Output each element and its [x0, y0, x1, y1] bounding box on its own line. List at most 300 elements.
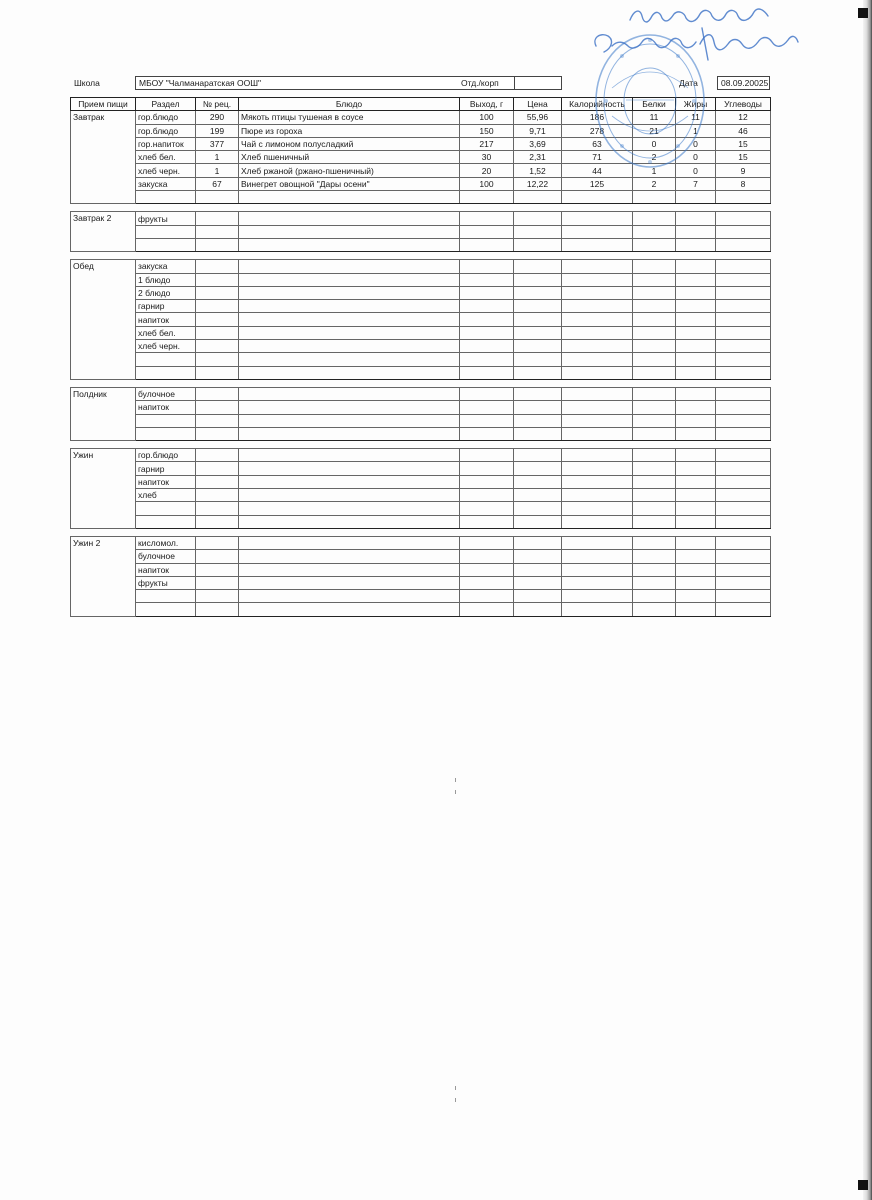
- cell-section: [136, 366, 196, 379]
- cell-section: [136, 225, 196, 238]
- cell-fat: [676, 300, 716, 313]
- cell-calories: [562, 550, 633, 563]
- cell-price: [514, 313, 562, 326]
- cell-weight: [460, 536, 514, 549]
- cell-protein: [633, 313, 676, 326]
- cell-weight: [460, 550, 514, 563]
- col-recipe: № рец.: [196, 98, 239, 111]
- cell-price: 1,52: [514, 164, 562, 177]
- cell-dish: [239, 340, 460, 353]
- cell-price: [514, 401, 562, 414]
- cell-carbs: [716, 366, 771, 379]
- cell-section: булочное: [136, 550, 196, 563]
- cell-section: 1 блюдо: [136, 273, 196, 286]
- cell-section: [136, 427, 196, 440]
- cell-fat: [676, 502, 716, 515]
- cell-protein: [633, 515, 676, 528]
- meal-name: Обед: [71, 260, 136, 380]
- cell-dish: [239, 515, 460, 528]
- cell-price: [514, 340, 562, 353]
- cell-carbs: [716, 286, 771, 299]
- cell-carbs: [716, 401, 771, 414]
- col-fat: Жиры: [676, 98, 716, 111]
- cell-dish: [239, 260, 460, 273]
- cell-section: гарнир: [136, 300, 196, 313]
- table-row: [71, 260, 771, 273]
- section-spacer: [71, 441, 771, 449]
- cell-fat: [676, 536, 716, 549]
- cell-carbs: [716, 414, 771, 427]
- menu-body: [71, 111, 771, 616]
- cell-calories: [562, 427, 633, 440]
- dept-field: [514, 76, 562, 90]
- cell-calories: 63: [562, 137, 633, 150]
- cell-dish: [239, 353, 460, 366]
- date-label: Дата: [679, 78, 698, 88]
- cell-fat: [676, 387, 716, 400]
- cell-price: [514, 590, 562, 603]
- cell-carbs: [716, 387, 771, 400]
- table-row: [71, 137, 771, 150]
- section-spacer: [71, 204, 771, 212]
- cell-calories: [562, 387, 633, 400]
- table-row: [71, 550, 771, 563]
- cell-fat: 0: [676, 137, 716, 150]
- cell-price: [514, 225, 562, 238]
- cell-price: [514, 286, 562, 299]
- cell-dish: [239, 427, 460, 440]
- cell-fat: [676, 414, 716, 427]
- cell-recipe: [196, 225, 239, 238]
- table-row: [71, 576, 771, 589]
- cell-price: [514, 462, 562, 475]
- cell-weight: [460, 427, 514, 440]
- cell-price: [514, 191, 562, 204]
- cell-section: хлеб: [136, 489, 196, 502]
- cell-calories: [562, 449, 633, 462]
- table-row: [71, 151, 771, 164]
- cell-protein: 0: [633, 137, 676, 150]
- cell-calories: [562, 515, 633, 528]
- cell-fat: [676, 326, 716, 339]
- cell-fat: [676, 550, 716, 563]
- cell-weight: [460, 326, 514, 339]
- cell-protein: [633, 225, 676, 238]
- table-row: [71, 563, 771, 576]
- cell-weight: [460, 340, 514, 353]
- cell-section: напиток: [136, 563, 196, 576]
- table-row: [71, 462, 771, 475]
- cell-carbs: [716, 515, 771, 528]
- cell-price: [514, 273, 562, 286]
- cell-protein: 11: [633, 111, 676, 124]
- cell-calories: [562, 353, 633, 366]
- cell-calories: [562, 300, 633, 313]
- cell-price: [514, 212, 562, 225]
- school-name-field: МБОУ "Чалманаратская ООШ": [135, 76, 525, 90]
- cell-price: [514, 576, 562, 589]
- cell-section: булочное: [136, 387, 196, 400]
- cell-carbs: [716, 212, 771, 225]
- cell-weight: [460, 212, 514, 225]
- cell-recipe: 67: [196, 177, 239, 190]
- cell-carbs: [716, 260, 771, 273]
- cell-weight: [460, 366, 514, 379]
- cell-calories: [562, 563, 633, 576]
- cell-section: гор.блюдо: [136, 111, 196, 124]
- cell-protein: [633, 300, 676, 313]
- cell-calories: [562, 212, 633, 225]
- cell-dish: Винегрет овощной "Дары осени": [239, 177, 460, 190]
- cell-calories: [562, 340, 633, 353]
- cell-recipe: [196, 286, 239, 299]
- cell-price: [514, 536, 562, 549]
- cell-weight: [460, 300, 514, 313]
- cell-section: гарнир: [136, 462, 196, 475]
- cell-dish: [239, 313, 460, 326]
- table-row: [71, 427, 771, 440]
- cell-dish: [239, 191, 460, 204]
- cell-section: [136, 353, 196, 366]
- col-carbs: Углеводы: [716, 98, 771, 111]
- cell-dish: Чай с лимоном полусладкий: [239, 137, 460, 150]
- cell-price: [514, 550, 562, 563]
- cell-calories: [562, 286, 633, 299]
- cell-price: [514, 414, 562, 427]
- cell-price: [514, 353, 562, 366]
- cell-recipe: [196, 313, 239, 326]
- cell-carbs: [716, 191, 771, 204]
- cell-price: [514, 475, 562, 488]
- cell-carbs: [716, 326, 771, 339]
- cell-protein: [633, 212, 676, 225]
- cell-fat: [676, 225, 716, 238]
- cell-recipe: 290: [196, 111, 239, 124]
- cell-carbs: 15: [716, 151, 771, 164]
- table-row: [71, 387, 771, 400]
- cell-protein: [633, 502, 676, 515]
- table-row: [71, 603, 771, 616]
- cell-price: 12,22: [514, 177, 562, 190]
- col-section: Раздел: [136, 98, 196, 111]
- cell-carbs: 12: [716, 111, 771, 124]
- menu-table: [70, 97, 771, 617]
- school-label: Школа: [74, 78, 100, 88]
- cell-fat: [676, 313, 716, 326]
- cell-protein: [633, 603, 676, 616]
- cell-weight: [460, 387, 514, 400]
- cell-recipe: [196, 273, 239, 286]
- cell-carbs: [716, 225, 771, 238]
- section-spacer: [71, 379, 771, 387]
- cell-price: [514, 260, 562, 273]
- cell-protein: [633, 238, 676, 251]
- cell-calories: 71: [562, 151, 633, 164]
- cell-recipe: [196, 475, 239, 488]
- cell-calories: [562, 238, 633, 251]
- cell-calories: [562, 225, 633, 238]
- cell-protein: [633, 191, 676, 204]
- cell-weight: [460, 449, 514, 462]
- cell-carbs: [716, 475, 771, 488]
- cell-dish: [239, 590, 460, 603]
- cell-recipe: [196, 260, 239, 273]
- table-row: [71, 164, 771, 177]
- cell-section: хлеб бел.: [136, 326, 196, 339]
- cell-price: 9,71: [514, 124, 562, 137]
- cell-dish: [239, 401, 460, 414]
- table-row: [71, 300, 771, 313]
- cell-fat: [676, 603, 716, 616]
- cell-dish: [239, 489, 460, 502]
- col-meal: Прием пищи: [71, 98, 136, 111]
- cell-protein: [633, 462, 676, 475]
- cell-recipe: [196, 536, 239, 549]
- cell-calories: [562, 414, 633, 427]
- cell-dish: [239, 502, 460, 515]
- cell-section: закуска: [136, 260, 196, 273]
- table-row: [71, 489, 771, 502]
- cell-carbs: [716, 563, 771, 576]
- cell-price: 55,96: [514, 111, 562, 124]
- cell-price: [514, 326, 562, 339]
- cell-fat: [676, 462, 716, 475]
- cell-section: [136, 502, 196, 515]
- cell-price: 3,69: [514, 137, 562, 150]
- cell-protein: [633, 550, 676, 563]
- cell-weight: 150: [460, 124, 514, 137]
- cell-price: [514, 449, 562, 462]
- col-weight: Выход, г: [460, 98, 514, 111]
- cell-recipe: [196, 427, 239, 440]
- cell-price: [514, 502, 562, 515]
- cell-recipe: [196, 502, 239, 515]
- cell-dish: [239, 475, 460, 488]
- cell-carbs: 46: [716, 124, 771, 137]
- cell-protein: 1: [633, 164, 676, 177]
- cell-carbs: [716, 340, 771, 353]
- cell-weight: [460, 576, 514, 589]
- cell-protein: [633, 326, 676, 339]
- cell-weight: 100: [460, 177, 514, 190]
- cell-recipe: [196, 366, 239, 379]
- cell-fat: [676, 427, 716, 440]
- table-row: [71, 515, 771, 528]
- table-row: [71, 366, 771, 379]
- spacer-cell: [71, 204, 771, 212]
- cell-carbs: 9: [716, 164, 771, 177]
- cell-protein: [633, 414, 676, 427]
- cell-protein: [633, 387, 676, 400]
- cell-protein: [633, 286, 676, 299]
- table-row: [71, 124, 771, 137]
- cell-carbs: [716, 536, 771, 549]
- cell-price: [514, 300, 562, 313]
- cell-weight: [460, 286, 514, 299]
- scan-speck: [455, 1086, 456, 1090]
- cell-recipe: 199: [196, 124, 239, 137]
- cell-protein: [633, 576, 676, 589]
- cell-protein: [633, 536, 676, 549]
- cell-carbs: [716, 427, 771, 440]
- cell-carbs: [716, 353, 771, 366]
- spacer-cell: [71, 379, 771, 387]
- cell-recipe: [196, 563, 239, 576]
- cell-dish: Хлеб ржаной (ржано-пшеничный): [239, 164, 460, 177]
- meal-name: Полдник: [71, 387, 136, 440]
- cell-protein: [633, 563, 676, 576]
- cell-calories: [562, 536, 633, 549]
- cell-fat: [676, 191, 716, 204]
- scan-mark-bottom: [858, 1180, 868, 1190]
- cell-dish: Мякоть птицы тушеная в соусе: [239, 111, 460, 124]
- cell-carbs: [716, 462, 771, 475]
- cell-calories: [562, 326, 633, 339]
- cell-recipe: [196, 576, 239, 589]
- cell-recipe: [196, 489, 239, 502]
- cell-calories: [562, 273, 633, 286]
- cell-weight: [460, 313, 514, 326]
- cell-dish: [239, 563, 460, 576]
- cell-recipe: [196, 340, 239, 353]
- table-row: [71, 449, 771, 462]
- cell-fat: 11: [676, 111, 716, 124]
- cell-dish: [239, 326, 460, 339]
- cell-recipe: [196, 462, 239, 475]
- cell-carbs: [716, 238, 771, 251]
- cell-recipe: [196, 238, 239, 251]
- header-row: [70, 76, 770, 92]
- cell-fat: 0: [676, 164, 716, 177]
- cell-fat: [676, 238, 716, 251]
- table-row: [71, 353, 771, 366]
- cell-price: 2,31: [514, 151, 562, 164]
- table-row: [71, 475, 771, 488]
- table-row: [71, 590, 771, 603]
- cell-protein: [633, 489, 676, 502]
- scan-edge: [863, 0, 872, 1200]
- cell-fat: [676, 260, 716, 273]
- cell-dish: Хлеб пшеничный: [239, 151, 460, 164]
- cell-calories: [562, 191, 633, 204]
- col-dish: Блюдо: [239, 98, 460, 111]
- cell-calories: [562, 502, 633, 515]
- cell-carbs: [716, 313, 771, 326]
- cell-weight: [460, 353, 514, 366]
- cell-carbs: [716, 603, 771, 616]
- cell-price: [514, 515, 562, 528]
- cell-section: кисломол.: [136, 536, 196, 549]
- cell-fat: 0: [676, 151, 716, 164]
- cell-price: [514, 238, 562, 251]
- cell-recipe: 377: [196, 137, 239, 150]
- cell-recipe: [196, 191, 239, 204]
- cell-calories: 186: [562, 111, 633, 124]
- table-row: [71, 326, 771, 339]
- cell-protein: [633, 273, 676, 286]
- cell-fat: [676, 286, 716, 299]
- cell-recipe: [196, 212, 239, 225]
- cell-calories: [562, 576, 633, 589]
- meal-name: Завтрак 2: [71, 212, 136, 252]
- cell-section: [136, 238, 196, 251]
- cell-price: [514, 387, 562, 400]
- cell-weight: 30: [460, 151, 514, 164]
- cell-section: [136, 515, 196, 528]
- cell-dish: [239, 387, 460, 400]
- cell-protein: [633, 427, 676, 440]
- cell-section: [136, 590, 196, 603]
- table-row: [71, 414, 771, 427]
- cell-recipe: [196, 449, 239, 462]
- cell-section: фрукты: [136, 212, 196, 225]
- cell-fat: [676, 563, 716, 576]
- cell-weight: [460, 603, 514, 616]
- section-spacer: [71, 528, 771, 536]
- table-row: [71, 273, 771, 286]
- cell-carbs: 15: [716, 137, 771, 150]
- cell-recipe: [196, 414, 239, 427]
- cell-fat: [676, 515, 716, 528]
- cell-calories: 44: [562, 164, 633, 177]
- cell-section: гор.напиток: [136, 137, 196, 150]
- cell-dish: [239, 536, 460, 549]
- table-row: [71, 238, 771, 251]
- cell-fat: [676, 489, 716, 502]
- cell-protein: [633, 449, 676, 462]
- section-spacer: [71, 252, 771, 260]
- cell-calories: [562, 603, 633, 616]
- cell-weight: [460, 191, 514, 204]
- cell-weight: [460, 462, 514, 475]
- cell-protein: [633, 401, 676, 414]
- cell-price: [514, 366, 562, 379]
- meal-name: Завтрак: [71, 111, 136, 204]
- cell-calories: [562, 401, 633, 414]
- cell-calories: [562, 489, 633, 502]
- cell-carbs: [716, 590, 771, 603]
- cell-fat: [676, 576, 716, 589]
- cell-dish: [239, 366, 460, 379]
- cell-dish: [239, 300, 460, 313]
- cell-section: гор.блюдо: [136, 124, 196, 137]
- cell-dish: [239, 273, 460, 286]
- cell-fat: [676, 475, 716, 488]
- cell-protein: [633, 366, 676, 379]
- cell-weight: [460, 563, 514, 576]
- cell-section: закуска: [136, 177, 196, 190]
- spacer-cell: [71, 441, 771, 449]
- cell-recipe: [196, 326, 239, 339]
- cell-recipe: 1: [196, 164, 239, 177]
- cell-fat: 7: [676, 177, 716, 190]
- cell-calories: [562, 313, 633, 326]
- cell-carbs: 8: [716, 177, 771, 190]
- cell-weight: [460, 489, 514, 502]
- table-row: [71, 502, 771, 515]
- table-row: [71, 340, 771, 353]
- cell-weight: 217: [460, 137, 514, 150]
- cell-section: хлеб бел.: [136, 151, 196, 164]
- cell-weight: [460, 401, 514, 414]
- header-row-columns: [71, 98, 771, 111]
- cell-protein: [633, 590, 676, 603]
- cell-weight: [460, 414, 514, 427]
- cell-fat: [676, 212, 716, 225]
- scan-mark-top: [858, 8, 868, 18]
- cell-carbs: [716, 489, 771, 502]
- cell-weight: [460, 515, 514, 528]
